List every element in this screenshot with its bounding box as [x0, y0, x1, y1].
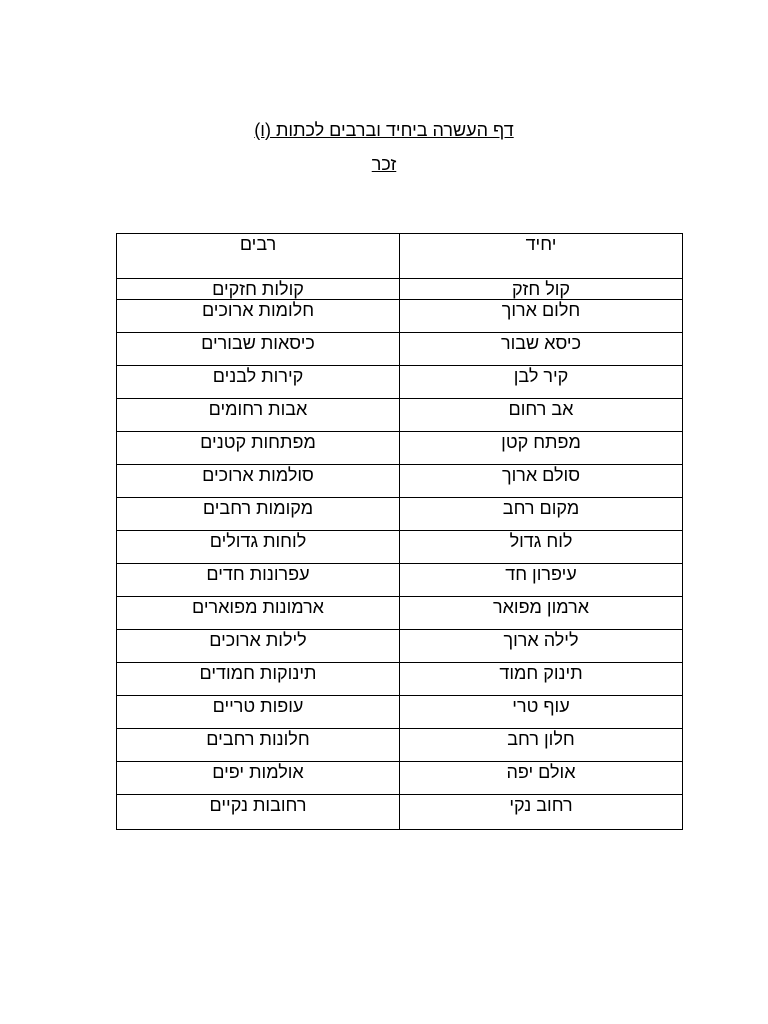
cell-plural: חלונות רחבים [117, 729, 400, 762]
cell-plural: עופות טריים [117, 696, 400, 729]
cell-plural: ארמונות מפוארים [117, 597, 400, 630]
cell-plural: מפתחות קטנים [117, 432, 400, 465]
table-row [117, 696, 683, 729]
cell-singular: אולם יפה [400, 762, 683, 795]
cell-plural: חלומות ארוכים [117, 300, 400, 333]
cell-plural: תינוקות חמודים [117, 663, 400, 696]
table-row [117, 498, 683, 531]
cell-plural: לילות ארוכים [117, 630, 400, 663]
cell-plural: קולות חזקים [117, 279, 400, 300]
table-row [117, 663, 683, 696]
header-plural: רבים [117, 234, 400, 279]
cell-singular: אב רחום [400, 399, 683, 432]
cell-singular: עיפרון חד [400, 564, 683, 597]
page-title-text: דף העשרה ביחיד וברבים לכתות (ו) [254, 120, 514, 140]
cell-singular: מפתח קטן [400, 432, 683, 465]
cell-singular: עוף טרי [400, 696, 683, 729]
table-row [117, 597, 683, 630]
cell-singular: רחוב נקי [400, 795, 683, 830]
cell-plural: כיסאות שבורים [117, 333, 400, 366]
table-row [117, 279, 683, 300]
table-row [117, 465, 683, 498]
page-subtitle [0, 154, 768, 175]
cell-singular: קול חזק [400, 279, 683, 300]
cell-plural: קירות לבנים [117, 366, 400, 399]
table-row [117, 795, 683, 830]
header-singular: יחיד [400, 234, 683, 279]
page-subtitle-text: זכר [371, 154, 397, 174]
cell-plural: רחובות נקיים [117, 795, 400, 830]
table-row [117, 729, 683, 762]
cell-plural: אולמות יפים [117, 762, 400, 795]
cell-plural: עפרונות חדים [117, 564, 400, 597]
table-row [117, 630, 683, 663]
cell-singular: ארמון מפואר [400, 597, 683, 630]
cell-plural: לוחות גדולים [117, 531, 400, 564]
cell-singular: סולם ארוך [400, 465, 683, 498]
table-row [117, 333, 683, 366]
cell-singular: כיסא שבור [400, 333, 683, 366]
cell-singular: תינוק חמוד [400, 663, 683, 696]
cell-plural: סולמות ארוכים [117, 465, 400, 498]
table-row [117, 366, 683, 399]
cell-singular: חלון רחב [400, 729, 683, 762]
table-row [117, 531, 683, 564]
cell-singular: לילה ארוך [400, 630, 683, 663]
cell-plural: מקומות רחבים [117, 498, 400, 531]
table-row [117, 762, 683, 795]
table-row [117, 432, 683, 465]
cell-singular: חלום ארוך [400, 300, 683, 333]
page-title [0, 120, 768, 141]
singular-plural-table [116, 233, 683, 830]
table-row [117, 399, 683, 432]
table-row [117, 564, 683, 597]
cell-singular: מקום רחב [400, 498, 683, 531]
table-header-row [117, 234, 683, 279]
cell-singular: לוח גדול [400, 531, 683, 564]
table-row [117, 300, 683, 333]
cell-singular: קיר לבן [400, 366, 683, 399]
cell-plural: אבות רחומים [117, 399, 400, 432]
